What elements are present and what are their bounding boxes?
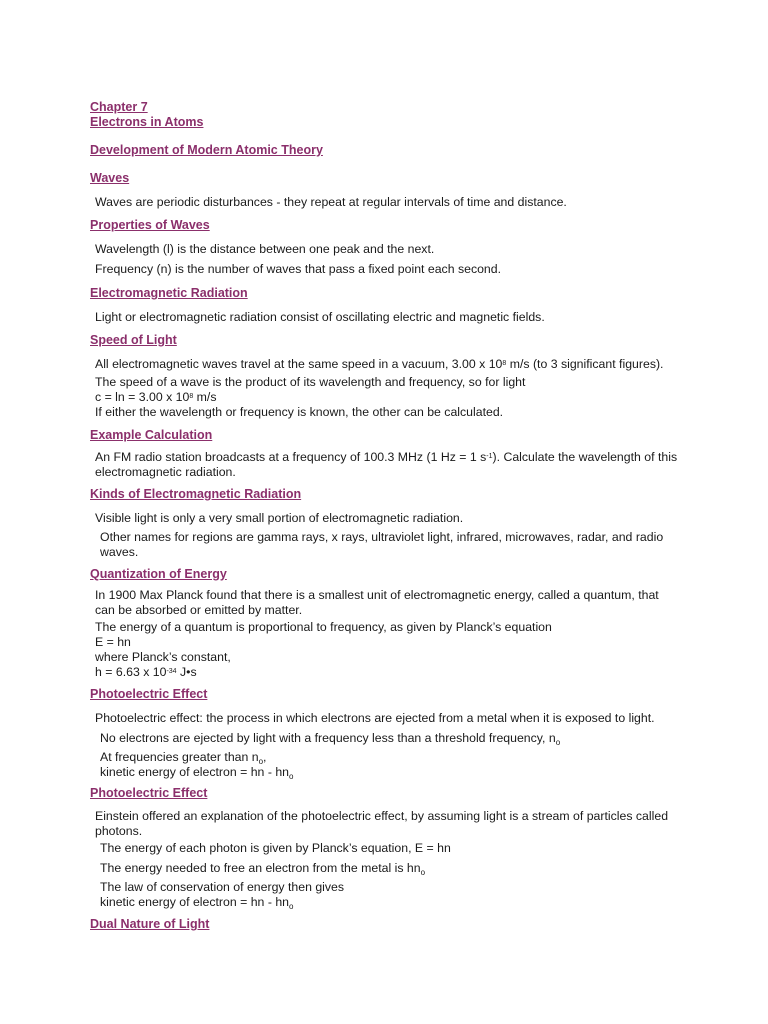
paragraph: Other names for regions are gamma rays, x rays, ultraviolet light, infrared, microwaves, radar, and radio waves.	[100, 530, 664, 559]
paragraph: Visible light is only a very small portion of electromagnetic radiation.	[95, 511, 464, 525]
text: m/s (to 3 significant figures).	[506, 357, 664, 371]
paragraph	[95, 450, 680, 480]
superscript: -1	[486, 453, 493, 460]
subscript: o	[555, 738, 561, 747]
paragraph: Wavelength (l) is the distance between one peak and the next.	[95, 242, 435, 256]
heading-dual-nature-of-light: Dual Nature of Light	[90, 917, 210, 931]
paragraph: The speed of a wave is the product of its wavelength and frequency, so for light	[95, 375, 526, 389]
heading-photoelectric-effect-2: Photoelectric Effect	[90, 786, 208, 800]
paragraph: In 1900 Max Planck found that there is a smallest unit of electromagnetic energy, called a quantum, that can be absorbed or emitted by matter.	[95, 588, 659, 617]
paragraph: The energy of each photon is given by Planck’s equation, E = hn	[100, 841, 451, 855]
heading-photoelectric-effect: Photoelectric Effect	[90, 687, 208, 701]
paragraph: The energy of a quantum is proportional to frequency, as given by Planck’s equation	[95, 620, 552, 634]
paragraph: where Planck’s constant,	[95, 650, 231, 664]
paragraph	[100, 731, 695, 747]
heading-waves: Waves	[90, 171, 130, 185]
superscript: 8	[502, 360, 507, 367]
paragraph: The law of conservation of energy then gives	[100, 880, 345, 894]
text: At frequencies greater than n	[100, 750, 259, 764]
paragraph: Light or electromagnetic radiation consist of oscillating electric and magnetic fields.	[95, 310, 545, 324]
text: c = ln = 3.00 x 10	[95, 390, 190, 404]
paragraph	[100, 750, 695, 766]
text: All electromagnetic waves travel at the same speed in a vacuum, 3.00 x 10	[95, 357, 503, 371]
text: The energy needed to free an electron from the metal is hn	[100, 861, 421, 875]
paragraph: Einstein offered an explanation of the photoelectric effect, by assuming light is a stream of particles called photons.	[95, 809, 669, 838]
paragraph: If either the wavelength or frequency is known, the other can be calculated.	[95, 405, 504, 419]
heading-speed-of-light: Speed of Light	[90, 333, 177, 347]
heading-kinds-of-em-radiation: Kinds of Electromagnetic Radiation	[90, 487, 302, 501]
text: h = 6.63 x 10	[95, 665, 167, 679]
heading-example-calculation: Example Calculation	[90, 428, 213, 442]
text: ). Calculate the wavelength of this electromagnetic radiation.	[95, 450, 678, 479]
heading-development: Development of Modern Atomic Theory	[90, 143, 323, 157]
paragraph: Frequency (n) is the number of waves that pass a fixed point each second.	[95, 262, 502, 276]
paragraph: Photoelectric effect: the process in which electrons are ejected from a metal when it is exposed to light.	[95, 711, 655, 725]
equation	[100, 895, 695, 911]
equation: E = hn	[95, 635, 131, 649]
text: An FM radio station broadcasts at a frequency of 100.3 MHz (1 Hz = 1 s	[95, 450, 487, 464]
equation	[95, 665, 695, 680]
chapter-title: Electrons in Atoms	[90, 115, 204, 129]
subscript: o	[289, 772, 294, 781]
text: ,	[263, 750, 267, 764]
subscript: o	[289, 902, 294, 911]
text: No electrons are ejected by light with a frequency less than a threshold frequency, n	[100, 731, 556, 745]
subscript: o	[420, 868, 426, 877]
subscript: o	[258, 757, 264, 766]
equation	[100, 765, 695, 781]
paragraph	[100, 861, 695, 877]
superscript: -34	[166, 668, 177, 675]
text: kinetic energy of electron = hn - hn	[100, 765, 290, 779]
chapter-number: Chapter 7	[90, 100, 148, 114]
heading-electromagnetic-radiation: Electromagnetic Radiation	[90, 286, 248, 300]
equation	[95, 390, 695, 405]
text: kinetic energy of electron = hn - hn	[100, 895, 290, 909]
heading-properties-of-waves: Properties of Waves	[90, 218, 210, 232]
paragraph: Waves are periodic disturbances - they repeat at regular intervals of time and distance.	[95, 195, 567, 209]
paragraph	[95, 357, 695, 372]
heading-quantization-of-energy: Quantization of Energy	[90, 567, 227, 581]
superscript: 8	[189, 393, 194, 400]
text: m/s	[193, 390, 217, 404]
text: J•s	[176, 665, 197, 679]
